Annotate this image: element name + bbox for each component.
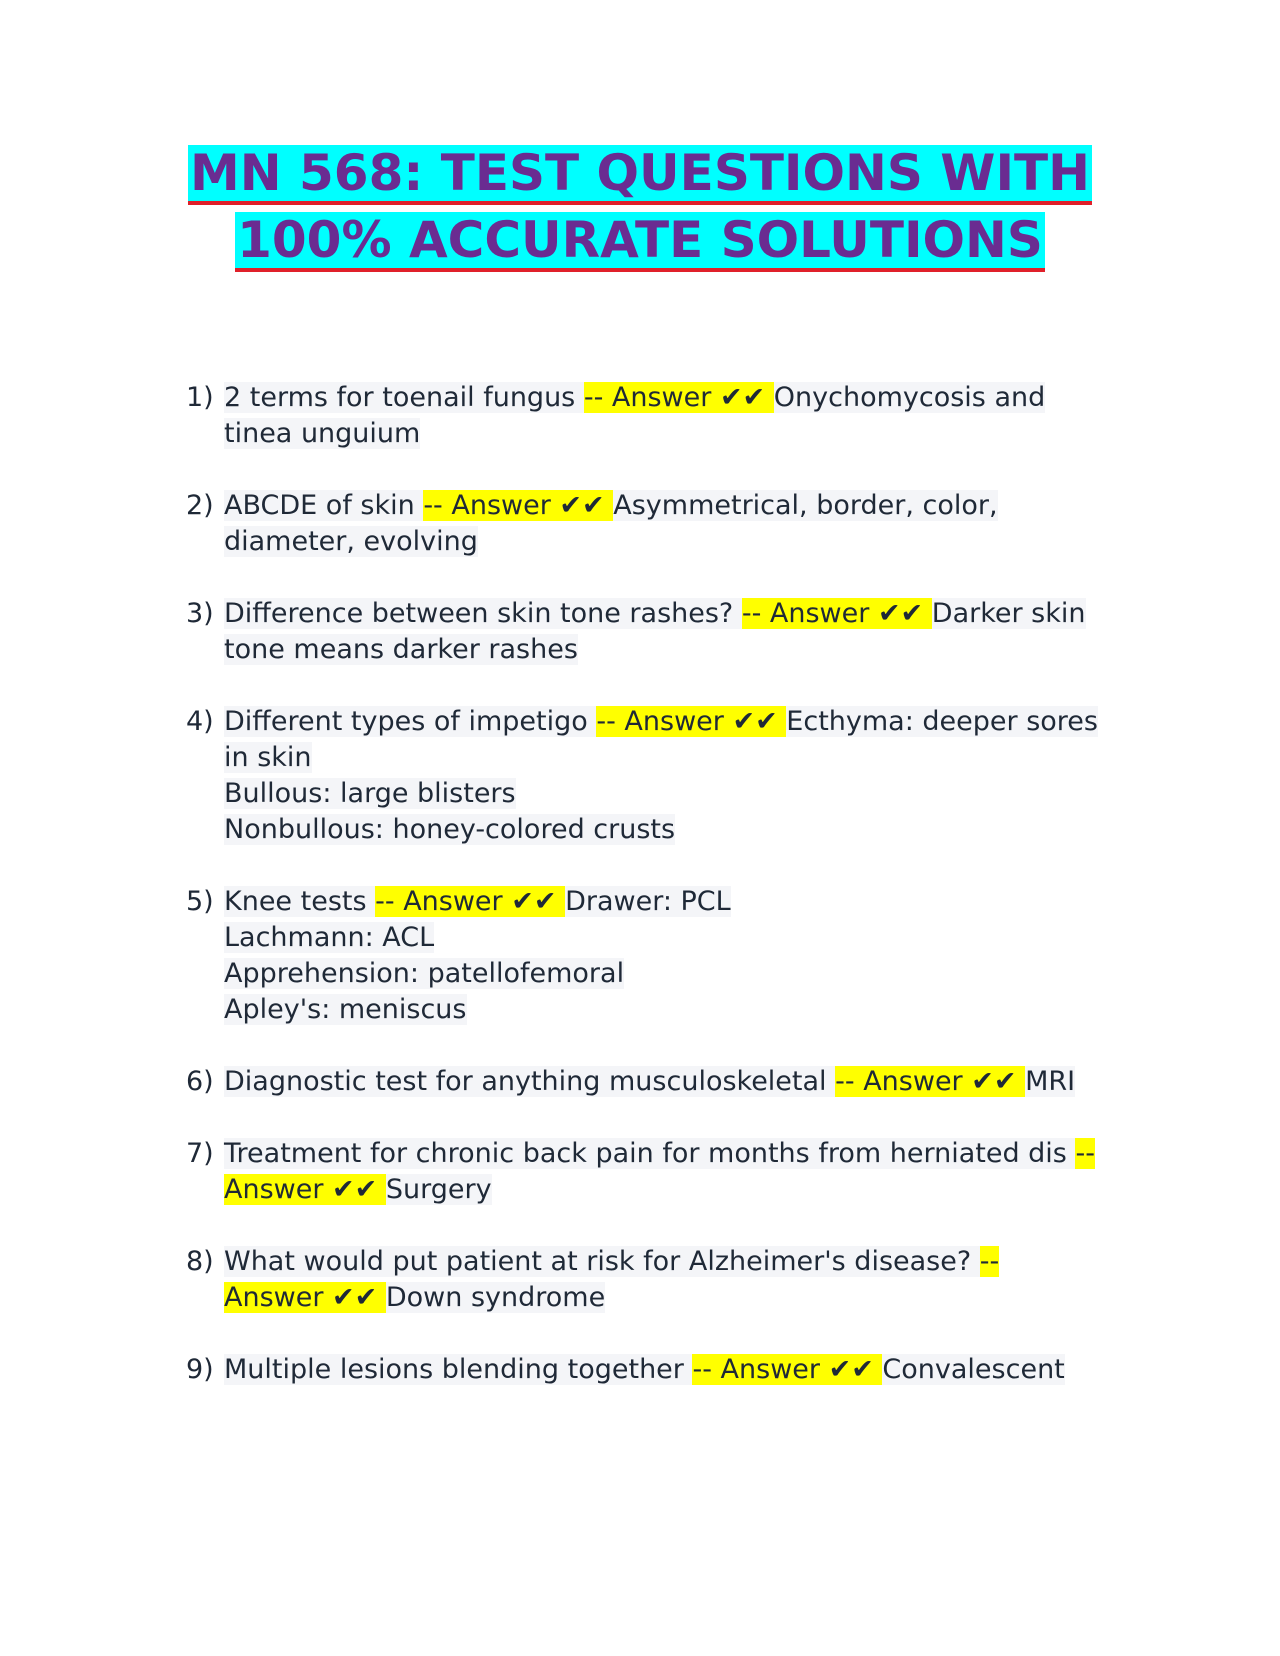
question-body xyxy=(224,884,1106,1028)
question-body xyxy=(224,704,1106,848)
question-item xyxy=(186,704,1106,848)
answer-line xyxy=(224,776,1106,812)
answer-line-text: Nonbullous: honey-colored crusts xyxy=(224,814,676,845)
answer-line-text: Lachmann: ACL xyxy=(224,922,435,953)
answer-text: Down syndrome xyxy=(385,1282,606,1313)
question-item xyxy=(186,884,1106,1028)
answer-text: Surgery xyxy=(385,1174,492,1205)
question-number: 5) xyxy=(186,886,214,917)
answer-text: Asymmetrical, border, color, diameter, evolving xyxy=(224,490,998,557)
question-text: Diagnostic test for anything musculoskeletal xyxy=(224,1066,836,1097)
question-text: What would put patient at risk for Alzheimer's disease? xyxy=(224,1246,980,1277)
question-number: 3) xyxy=(186,598,214,629)
answer-text: Darker skin tone means darker rashes xyxy=(224,598,1086,665)
question-body xyxy=(224,1244,1106,1316)
document-title xyxy=(0,140,1280,274)
answer-marker: -- Answer ✔✔ xyxy=(375,886,566,917)
question-text: Treatment for chronic back pain for months from herniated dis xyxy=(224,1138,1076,1169)
answer-text: MRI xyxy=(1025,1066,1076,1097)
answer-text: Drawer: PCL xyxy=(565,886,731,917)
question-item xyxy=(186,488,1106,560)
question-item xyxy=(186,1244,1106,1316)
answer-marker: -- Answer ✔✔ xyxy=(692,1354,883,1385)
title-line-1: MN 568: TEST QUESTIONS WITH xyxy=(188,145,1092,205)
question-text: ABCDE of skin xyxy=(224,490,424,521)
answer-line-text: Apprehension: patellofemoral xyxy=(224,958,625,989)
question-number: 2) xyxy=(186,490,214,521)
answer-line xyxy=(224,812,1106,848)
question-body xyxy=(224,488,1106,560)
question-body xyxy=(224,596,1106,668)
answer-line xyxy=(224,956,1106,992)
title-line-2: 100% ACCURATE SOLUTIONS xyxy=(235,212,1045,272)
answer-line-text: Apley's: meniscus xyxy=(224,994,467,1025)
answer-marker: -- Answer ✔✔ xyxy=(423,490,614,521)
answer-marker: -- Answer ✔✔ xyxy=(583,382,774,413)
answer-marker: -- Answer ✔✔ xyxy=(741,598,932,629)
question-item xyxy=(186,1136,1106,1208)
question-text: Different types of impetigo xyxy=(224,706,597,737)
question-text: Multiple lesions blending together xyxy=(224,1354,693,1385)
question-body xyxy=(224,380,1106,452)
question-number: 7) xyxy=(186,1138,214,1169)
question-item xyxy=(186,380,1106,452)
question-number: 6) xyxy=(186,1066,214,1097)
answer-line-text: Bullous: large blisters xyxy=(224,778,516,809)
answer-line xyxy=(224,992,1106,1028)
question-body xyxy=(224,1136,1106,1208)
answer-text: Convalescent xyxy=(882,1354,1065,1385)
question-body xyxy=(224,1064,1106,1100)
question-number: 9) xyxy=(186,1354,214,1385)
question-body xyxy=(224,1352,1106,1388)
question-list xyxy=(186,380,1106,1424)
question-text: Difference between skin tone rashes? xyxy=(224,598,742,629)
answer-line xyxy=(224,920,1106,956)
answer-marker: -- Answer ✔✔ xyxy=(224,1246,1000,1313)
answer-text: Onychomycosis and tinea unguium xyxy=(224,382,1046,449)
answer-text: Ecthyma: deeper sores in skin xyxy=(224,706,1098,773)
question-text: Knee tests xyxy=(224,886,376,917)
question-item xyxy=(186,596,1106,668)
question-item xyxy=(186,1064,1106,1100)
answer-marker: -- Answer ✔✔ xyxy=(835,1066,1026,1097)
question-number: 4) xyxy=(186,706,214,737)
answer-marker: -- Answer ✔✔ xyxy=(596,706,787,737)
answer-marker: -- Answer ✔✔ xyxy=(224,1138,1095,1205)
question-number: 8) xyxy=(186,1246,214,1277)
question-item xyxy=(186,1352,1106,1388)
question-text: 2 terms for toenail fungus xyxy=(224,382,584,413)
question-number: 1) xyxy=(186,382,214,413)
